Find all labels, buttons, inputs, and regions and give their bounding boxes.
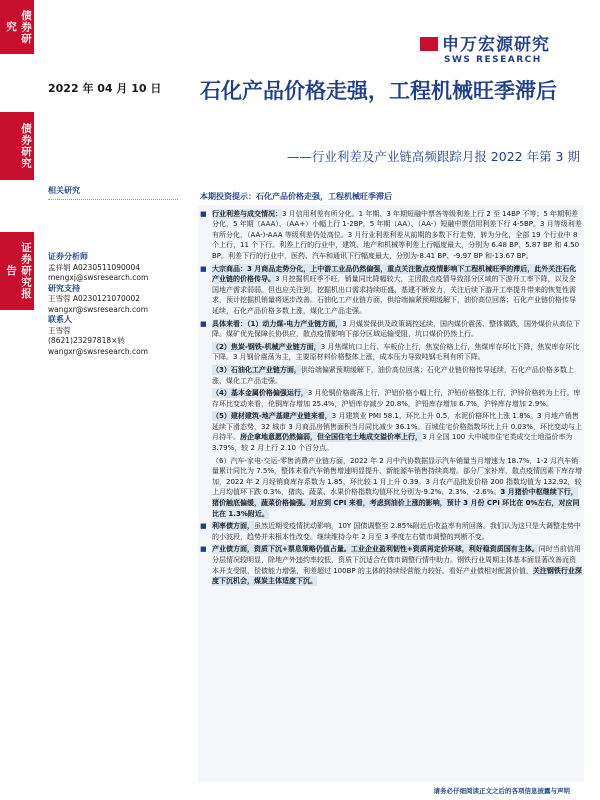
disclaimer-footer: 请务必仔细阅读正文之后的各项信息披露与声明: [433, 787, 570, 795]
logo-sub-text: SWS RESEARCH: [444, 55, 542, 65]
paragraph-consumer: [200, 456, 582, 520]
logo-mark-icon: [420, 37, 438, 51]
metals-text: 3 月伦铜价格震荡上行，沪铝价格小幅上行，沪铅价格整体上行，沪锌价格转为上行。库存环比变动来看，伦铜库存增加 25.4%，沪铝库存减少 20.8%，沪铅库存增加 6.7%，沪锌库存增加 2.9%。: [212, 389, 581, 408]
contact-name: 王雪蓉: [48, 325, 71, 335]
analyst-name: 孟祥娟 A0230511090004: [48, 262, 141, 272]
contact-label: 联系人: [48, 315, 72, 324]
paragraph-petrochem: [200, 365, 582, 386]
consumer-text: （6）汽车-家电-交运-零售消费产业链方面，2022 年 2 月中汽协数据显示汽车销量当月增速为 18.7%，1-2 月汽车销量累计同比为 7.5%，整体未看汽车销售增速明显提升、新能源车销售持续高增。部分厂家补库，散点疫情因素下库存增加，2022 年 2 月经销商库存系数为 1.85，环比较 1 月上升 0.39。3 月农产品批发价格 200 指数均值为 132.92，较上月均值环下跌 0.3%，猪肉、蔬菜、水果价格指数均值环比分别为-9.2%、2.3%、-2.6%。: [212, 456, 583, 497]
contact-phone: (8621)23297818×转: [48, 336, 125, 345]
report-title: 石化产品价格走强，工程机械旺季滞后: [200, 79, 557, 103]
paragraph-construction: [200, 411, 582, 453]
coal-power-text: 3 月煤炭保供及政策调控延续，国内煤价震荡、整体微跌，国外煤价从高位下降。煤矿优先保障长协供应，散点疫情影响下部分区域运输受阻，坑口煤价仍然上行。: [212, 319, 580, 339]
investment-summary: [200, 192, 582, 589]
paragraph-industrial-bonds: [200, 544, 582, 586]
commodities-text: 3 月挖掘机旺季不旺，销量同比降幅较大，主因散点疫情导致部分区域的下游开工率下降，以及全国地产需求弱弱。但也应关注到，挖掘机出口需求持续旺盛、基建不断发力，关注后续下游开工率提升带来的恢复性需求，预计挖掘机销量将逐步改善。石油化工产业链方面，供给端偏紧预期缓解下，油价高位回落；石化产业链价格传导延续，石化产品价格多数上涨，煤化工产品走强。: [212, 275, 576, 315]
industrial-bonds-label: 产业债方面，: [212, 545, 254, 554]
logo-main-text: 申万宏源研究: [442, 35, 550, 55]
support-label: 研究支持: [48, 283, 80, 293]
construction-text: 3 月建筑业 PMI 58.1，环比上升 0.5，水泥价格环比上涨 1.8%。3 月地产销售延续下滑态势，32 城市 3 月商品房销售面积当月同比减少 36.1%。百城住宅价格指数环比上升 0.03%，环比变动与上月持平。: [212, 412, 582, 442]
paragraph-coal-power: [200, 319, 582, 340]
spreads-label: 行业利差与成交情况：: [212, 209, 282, 218]
petrochem-text: 供给端偏紧预期缓解下，油价高位回落；石化产业链价格传导延续，石化产品价格多数上涨，煤化工产品走强。: [212, 365, 574, 385]
related-research: [48, 186, 178, 200]
support-email[interactable]: wangxr@swsresearch.com: [48, 304, 149, 314]
coal-power-label: 具体来看：（1）动力煤-电力产业链方面，: [212, 319, 343, 328]
report-date: 2022 年 04 月 10 日: [48, 82, 162, 95]
industrial-bonds-text: 同时当前信用分层情况较明显，除地产外违约率较低，资质下沉适合在债市调整行情中助力。钢铁行业周期主体基本面显著改善而资本开支受限，偿债能力增强，利差超过 100BP 的主体的持续经营能力较好。看好产业债相对配置价值，: [212, 545, 581, 575]
section-tag-low: 证券研究报告: [0, 232, 34, 310]
section-tag-mid: 债券研究: [0, 112, 34, 180]
report-subtitle: ——行业利差及产业链高频跟踪月报 2022 年第 3 期: [286, 149, 580, 164]
support-name: 王雪蓉 A0230121070002: [48, 294, 141, 303]
construction-highlight: 房企拿地意愿仍然偏弱，但全国住宅土地成交溢价率上行，: [240, 433, 422, 442]
left-sidebar-tags: [0, 0, 40, 800]
related-research-label: 相关研究: [48, 186, 80, 195]
industrial-bonds-highlight: 资质下沉+票息策略仍值占量。工业企业盈利韧性+资质再定价环球，利好稳资质国有主体。: [254, 545, 539, 554]
rates-text: 虽然近期受疫情扰动影响，10Y 国债调整至 2.85%附近后收益率有所回落。我们认为这只是大调整走势中的小波段，趋势并未根本性改变。继续维持今年 2 月至 3 季度左右债市调整的判断不变。: [212, 522, 581, 541]
petrochem-label: （3）石油化工产业链方面，: [212, 365, 301, 374]
section-tag-top: 债券研究: [0, 0, 34, 54]
summary-heading: 本期投资提示：石化产品价格走强，工程机械旺季滞后: [200, 192, 392, 201]
commodities-highlight: 3 月商品走势分化，上中游工业品仍然偏强，重点关注散点疫情影响下工程机械旺季的滞后，此外关注石化产业链的价格传导。: [212, 264, 577, 284]
paragraph-rates: [200, 521, 582, 542]
commodities-label: 大宗商品：: [212, 264, 247, 273]
analyst-label: 证券分析师: [48, 252, 88, 261]
construction-label: （5）建材建筑-地产基建产业链来看，: [212, 412, 332, 421]
industrial-bonds-tail: 关注钢铁行业深度下沉机会，煤炭主体适度下沉。: [212, 566, 582, 586]
coke-steel-label: （2）焦炭-钢铁-机械产业链方面，: [212, 342, 321, 351]
spreads-text: 3 月信用利差有所分化。1 年期、3 年期短融中票各等级利差上行 2 至 14BP 不等；5 年期利差分化，5 年期（AAA）、（AA+）小幅上行 1-2BP，5 年期（AA）、（AA-）短融中票信用利差下行 4-5BP。3 月等级利差有所分化，（AA-)-AAA 等级利差仍处高位。3 月行业利差利差从前期的多数下行走势，转为分化，全部 19 个行业中 8 个上行，11 个下行。利差上行的行业中，建筑、地产和机械等利差上行幅度最大，分别为 6.48 BP、5.87 BP 和 4.50 BP。利差下行的行业中，医药、汽车和通讯下行幅度最大，分别为-8.41 BP、-9.97 BP 和-13.67 BP。: [212, 209, 582, 260]
analyst-contacts: [48, 252, 178, 357]
paragraph-coke-steel: [200, 342, 582, 363]
metals-label: （4）基本金属价格偏强运行，: [212, 389, 308, 398]
paragraph-commodities: [200, 264, 582, 317]
construction-tail: 3 月全国 100 大中城市住宅类成交土地溢价率为 3.79%，较 2 月上行 2.10 个百分点。: [212, 433, 573, 453]
consumer-highlight: 3 月猪价中枢继续下行，猪价触底偏缓，蔬菜价格偏强。对应到 CPI 来看，考虑到油价上涨的影响，预计 3 月份 CPI 环比在 0%左右，对应同比在 1.3%附近。: [212, 488, 580, 518]
contact-email[interactable]: wangxr@swsresearch.com: [48, 346, 149, 356]
rates-label: 利率债方面，: [212, 522, 254, 531]
paragraph-spreads: [200, 209, 582, 262]
company-logo: [420, 30, 590, 65]
analyst-email[interactable]: mengxj@swsresearch.com: [48, 273, 149, 282]
coke-steel-text: 3 月焦煤坑口上行、车板价上行，焦炭价格上行，焦煤库存环比下降，焦炭库存环比下降。3 月钢价震荡为主，主要原材料价格整体上涨，成本压力导致吨钢毛利有所下降。: [212, 342, 580, 362]
paragraph-metals: [200, 388, 582, 409]
